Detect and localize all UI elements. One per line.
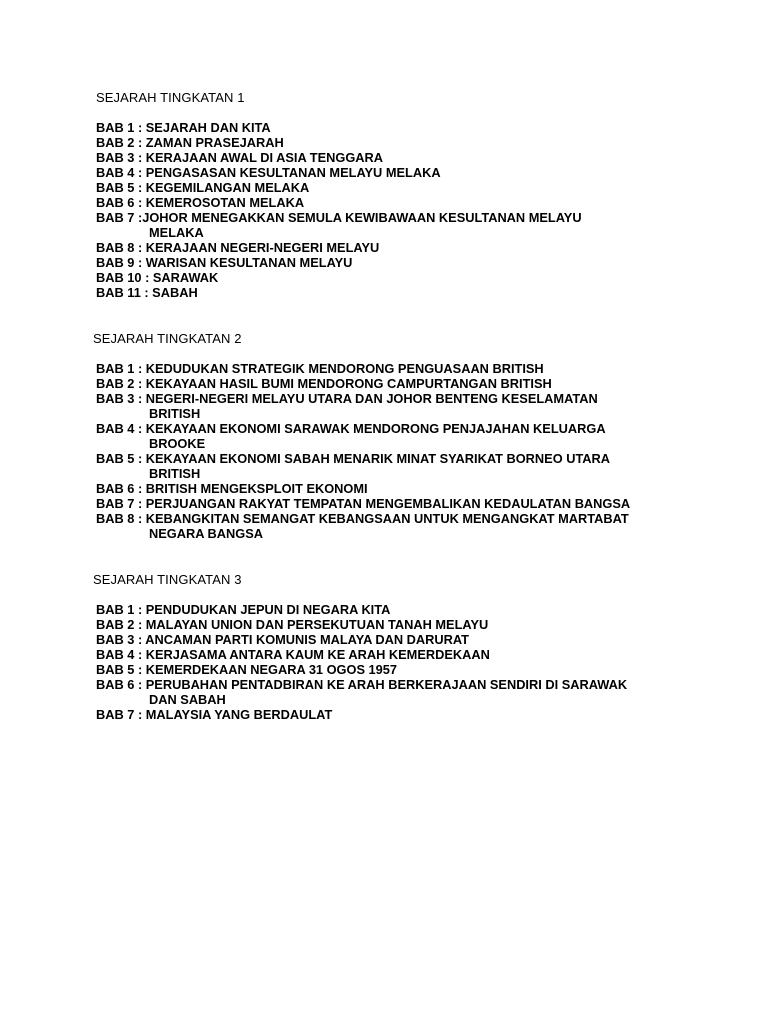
bab-item-continuation: NEGARA BANGSA: [149, 526, 263, 541]
bab-item: [96, 120, 582, 135]
section-title-tingkatan-2: SEJARAH TINGKATAN 2: [93, 331, 242, 346]
bab-item: [96, 451, 630, 481]
bab-item-text: BAB 2 : MALAYAN UNION DAN PERSEKUTUAN TANAH MELAYU: [96, 617, 489, 632]
bab-item: [96, 617, 627, 632]
bab-item: [96, 180, 582, 195]
bab-item: [96, 662, 627, 677]
bab-item: [96, 421, 630, 451]
bab-item-text: BAB 4 : PENGASASAN KESULTANAN MELAYU MELAKA: [96, 165, 441, 180]
bab-list-tingkatan-1: [96, 120, 582, 300]
bab-item-text: BAB 2 : ZAMAN PRASEJARAH: [96, 135, 284, 150]
bab-item: [96, 391, 630, 421]
bab-item-text: BAB 6 : BRITISH MENGEKSPLOIT EKONOMI: [96, 481, 368, 496]
bab-item-text: BAB 1 : PENDUDUKAN JEPUN DI NEGARA KITA: [96, 602, 391, 617]
bab-item: [96, 496, 630, 511]
bab-item: [96, 677, 627, 707]
bab-item: [96, 511, 630, 541]
bab-item-continuation: BRITISH: [149, 406, 201, 421]
bab-item-continuation: MELAKA: [149, 225, 204, 240]
bab-item-continuation: DAN SABAH: [149, 692, 226, 707]
bab-list-tingkatan-2: [96, 361, 630, 541]
bab-item: [96, 707, 627, 722]
bab-item-text: BAB 5 : KEKAYAAN EKONOMI SABAH MENARIK MINAT SYARIKAT BORNEO UTARA: [96, 451, 611, 466]
bab-item-text: BAB 5 : KEGEMILANGAN MELAKA: [96, 180, 310, 195]
bab-item-text: BAB 4 : KERJASAMA ANTARA KAUM KE ARAH KEMERDEKAAN: [96, 647, 490, 662]
bab-item-text: BAB 6 : PERUBAHAN PENTADBIRAN KE ARAH BERKERAJAAN SENDIRI DI SARAWAK: [96, 677, 628, 692]
bab-item-text: BAB 5 : KEMERDEKAAN NEGARA 31 OGOS 1957: [96, 662, 398, 677]
bab-item: [96, 602, 627, 617]
bab-item-text: BAB 8 : KERAJAAN NEGERI-NEGERI MELAYU: [96, 240, 380, 255]
bab-item-continuation: BRITISH: [149, 466, 201, 481]
bab-item-text: BAB 3 : KERAJAAN AWAL DI ASIA TENGGARA: [96, 150, 383, 165]
bab-item: [96, 195, 582, 210]
bab-item-text: BAB 11 : SABAH: [96, 285, 198, 300]
bab-item-text: BAB 7 :JOHOR MENEGAKKAN SEMULA KEWIBAWAAN KESULTANAN MELAYU: [96, 210, 582, 225]
bab-item-text: BAB 7 : MALAYSIA YANG BERDAULAT: [96, 707, 333, 722]
bab-item: [96, 270, 582, 285]
bab-item-text: BAB 4 : KEKAYAAN EKONOMI SARAWAK MENDORONG PENJAJAHAN KELUARGA: [96, 421, 606, 436]
bab-item: [96, 647, 627, 662]
bab-item: [96, 165, 582, 180]
bab-item: [96, 135, 582, 150]
bab-item-text: BAB 1 : SEJARAH DAN KITA: [96, 120, 271, 135]
bab-item-text: BAB 10 : SARAWAK: [96, 270, 219, 285]
bab-item: [96, 255, 582, 270]
bab-item-continuation: BROOKE: [149, 436, 206, 451]
bab-item: [96, 376, 630, 391]
bab-item-text: BAB 2 : KEKAYAAN HASIL BUMI MENDORONG CAMPURTANGAN BRITISH: [96, 376, 552, 391]
bab-item: [96, 210, 582, 240]
bab-item: [96, 361, 630, 376]
section-title-tingkatan-3: SEJARAH TINGKATAN 3: [93, 572, 242, 587]
bab-item: [96, 240, 582, 255]
bab-item-text: BAB 7 : PERJUANGAN RAKYAT TEMPATAN MENGEMBALIKAN KEDAULATAN BANGSA: [96, 496, 631, 511]
bab-item: [96, 632, 627, 647]
section-title-tingkatan-1: SEJARAH TINGKATAN 1: [96, 90, 245, 105]
bab-item-text: BAB 6 : KEMEROSOTAN MELAKA: [96, 195, 305, 210]
bab-list-tingkatan-3: [96, 602, 627, 722]
bab-item: [96, 150, 582, 165]
bab-item-text: BAB 3 : NEGERI-NEGERI MELAYU UTARA DAN JOHOR BENTENG KESELAMATAN: [96, 391, 598, 406]
bab-item-text: BAB 9 : WARISAN KESULTANAN MELAYU: [96, 255, 353, 270]
bab-item: [96, 481, 630, 496]
bab-item: [96, 285, 582, 300]
bab-item-text: BAB 3 : ANCAMAN PARTI KOMUNIS MALAYA DAN DARURAT: [96, 632, 470, 647]
bab-item-text: BAB 1 : KEDUDUKAN STRATEGIK MENDORONG PENGUASAAN BRITISH: [96, 361, 544, 376]
bab-item-text: BAB 8 : KEBANGKITAN SEMANGAT KEBANGSAAN UNTUK MENGANGKAT MARTABAT: [96, 511, 629, 526]
